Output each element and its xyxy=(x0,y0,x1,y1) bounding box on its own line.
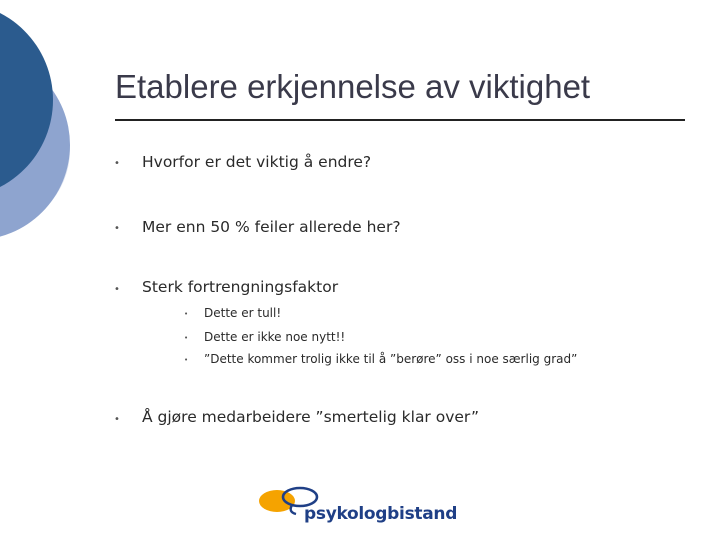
bullet-item: Mer enn 50 % feiler allerede her? xyxy=(142,218,401,236)
bullet-marker: • xyxy=(114,223,120,234)
sub-bullet-marker: • xyxy=(184,334,189,342)
sub-bullet-item: ”Dette kommer trolig ikke til å ”berøre” oss i noe særlig grad” xyxy=(204,352,578,366)
sub-bullet-marker: • xyxy=(184,356,189,364)
corner-decoration xyxy=(0,0,120,300)
sub-bullet-marker: • xyxy=(184,310,189,318)
bullet-marker: • xyxy=(114,284,120,295)
sub-bullet-item: Dette er tull! xyxy=(204,306,282,320)
slide-title: Etablere erkjennelse av viktighet xyxy=(115,68,591,105)
bullet-item: Hvorfor er det viktig å endre? xyxy=(142,153,372,171)
bullet-item: Å gjøre medarbeidere ”smertelig klar over” xyxy=(142,408,479,426)
bullet-marker: • xyxy=(114,158,120,169)
sub-bullet-item: Dette er ikke noe nytt!! xyxy=(204,330,346,344)
title-divider xyxy=(115,119,685,121)
bullet-marker: • xyxy=(114,414,120,425)
logo-wordmark: psykologbistand xyxy=(304,504,458,524)
bullet-item: Sterk fortrengningsfaktor xyxy=(142,278,339,296)
